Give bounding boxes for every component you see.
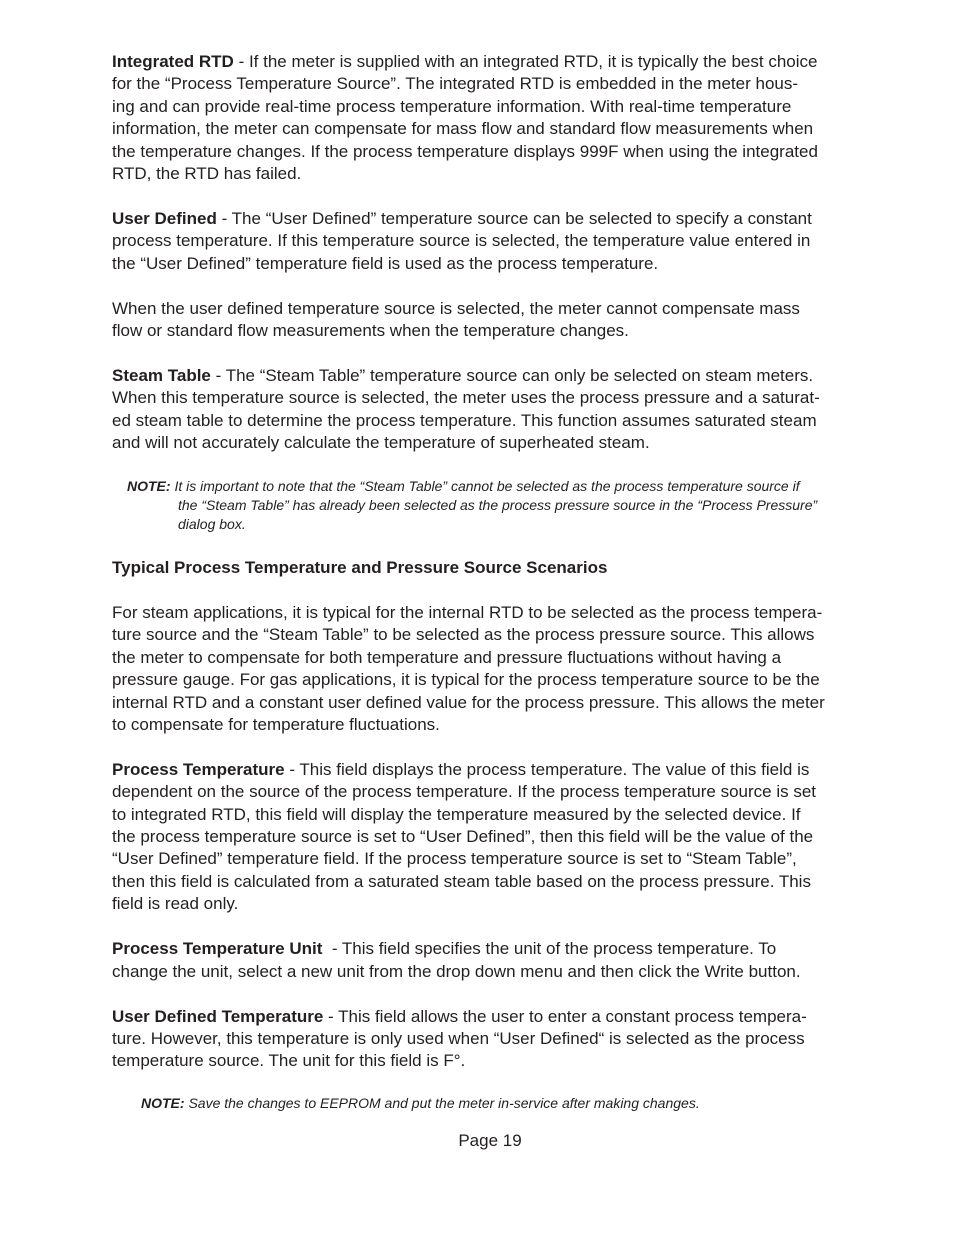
steam-table-paragraph <box>112 365 902 455</box>
scenarios-paragraph <box>112 602 902 736</box>
paragraph-line: - This field specifies the unit of the process temperature. To <box>322 939 777 959</box>
note-line: dialog box. <box>178 516 246 532</box>
note-line: the “Steam Table” has already been selected as the process pressure source in the “Process Pressure” <box>178 497 818 513</box>
paragraph-line: process temperature. If this temperature source is selected, the temperature value entered in <box>112 231 811 251</box>
paragraph-line: change the unit, select a new unit from the drop down menu and then click the Write button. <box>112 961 801 981</box>
paragraph-line: the process temperature source is set to “User Defined”, then this field will be the value of the <box>112 827 814 847</box>
paragraph-line: ture. However, this temperature is only used when “User Defined“ is selected as the process <box>112 1028 805 1048</box>
paragraph-line: internal RTD and a constant user defined value for the process pressure. This allows the meter <box>112 692 825 712</box>
note-label: NOTE: <box>141 1095 185 1111</box>
paragraph-line: ed steam table to determine the process temperature. This function assumes saturated steam <box>112 410 817 430</box>
paragraph-line: the “User Defined” temperature field is used as the process temperature. <box>112 253 659 273</box>
paragraph-line: - The “Steam Table” temperature source can only be selected on steam meters. <box>210 365 814 385</box>
page-number: Page 19 <box>458 1131 522 1150</box>
user-defined-compensation-paragraph <box>112 298 902 343</box>
paragraph-line: field is read only. <box>112 894 239 914</box>
paragraph-line: - If the meter is supplied with an integrated RTD, it is typically the best choice <box>233 52 818 71</box>
user-defined-temperature-term: User Defined Temperature <box>112 1006 324 1026</box>
integrated-rtd-paragraph <box>112 51 902 185</box>
document-body-lower <box>112 557 902 1073</box>
process-temperature-paragraph <box>112 759 902 916</box>
user-defined-temperature-paragraph <box>112 1006 902 1073</box>
paragraph-line: then this field is calculated from a saturated steam table based on the process pressure. This <box>112 871 811 891</box>
scenarios-heading: Typical Process Temperature and Pressure Source Scenarios <box>112 558 608 577</box>
paragraph-line: temperature source. The unit for this field is F°. <box>112 1051 466 1071</box>
paragraph-line: - The “User Defined” temperature source can be selected to specify a constant <box>216 208 812 228</box>
paragraph-line: For steam applications, it is typical for the internal RTD to be selected as the process tempera- <box>112 602 823 622</box>
paragraph-line: to integrated RTD, this field will display the temperature measured by the selected device. If <box>112 804 801 824</box>
note-label: NOTE: <box>127 478 171 494</box>
process-temperature-term: Process Temperature <box>112 759 285 779</box>
user-defined-paragraph <box>112 208 902 275</box>
paragraph-line: to compensate for temperature fluctuations. <box>112 714 440 734</box>
steam-table-term: Steam Table <box>112 365 211 385</box>
paragraph-line: for the “Process Temperature Source”. The integrated RTD is embedded in the meter hous- <box>112 74 799 94</box>
paragraph-line: - This field allows the user to enter a constant process tempera- <box>323 1006 807 1026</box>
paragraph-line: “User Defined” temperature field. If the process temperature source is set to “Steam Table”, <box>112 849 797 869</box>
process-temperature-unit-paragraph <box>112 938 902 983</box>
paragraph-line: pressure gauge. For gas applications, it is typical for the process temperature source to be the <box>112 670 820 690</box>
paragraph-line: When the user defined temperature source is selected, the meter cannot compensate mass <box>112 298 800 318</box>
integrated-rtd-term: Integrated RTD <box>112 52 234 71</box>
paragraph-line: and will not accurately calculate the temperature of superheated steam. <box>112 433 650 453</box>
paragraph-line: ture source and the “Steam Table” to be selected as the process pressure source. This allows <box>112 625 815 645</box>
paragraph-line: the temperature changes. If the process temperature displays 999F when using the integrated <box>112 141 818 161</box>
note-line: It is important to note that the “Steam Table” cannot be selected as the process temperature source if <box>170 478 800 494</box>
eeprom-note <box>141 1094 901 1113</box>
paragraph-line: dependent on the source of the process temperature. If the process temperature source is set <box>112 782 817 802</box>
process-temperature-unit-term: Process Temperature Unit <box>112 939 323 959</box>
user-defined-term: User Defined <box>112 208 217 228</box>
paragraph-line: information, the meter can compensate for mass flow and standard flow measurements when <box>112 119 814 139</box>
note-text: Save the changes to EEPROM and put the meter in-service after making changes. <box>184 1095 700 1111</box>
steam-table-note <box>127 477 953 534</box>
document-body <box>112 51 902 455</box>
paragraph-line: - This field displays the process temperature. The value of this field is <box>284 759 810 779</box>
paragraph-line: the meter to compensate for both temperature and pressure fluctuations without having a <box>112 647 782 667</box>
paragraph-line: flow or standard flow measurements when the temperature changes. <box>112 321 629 341</box>
paragraph-line: When this temperature source is selected, the meter uses the process pressure and a saturat- <box>112 388 820 408</box>
paragraph-line: RTD, the RTD has failed. <box>112 164 302 184</box>
paragraph-line: ing and can provide real-time process temperature information. With real-time temperature <box>112 96 792 116</box>
